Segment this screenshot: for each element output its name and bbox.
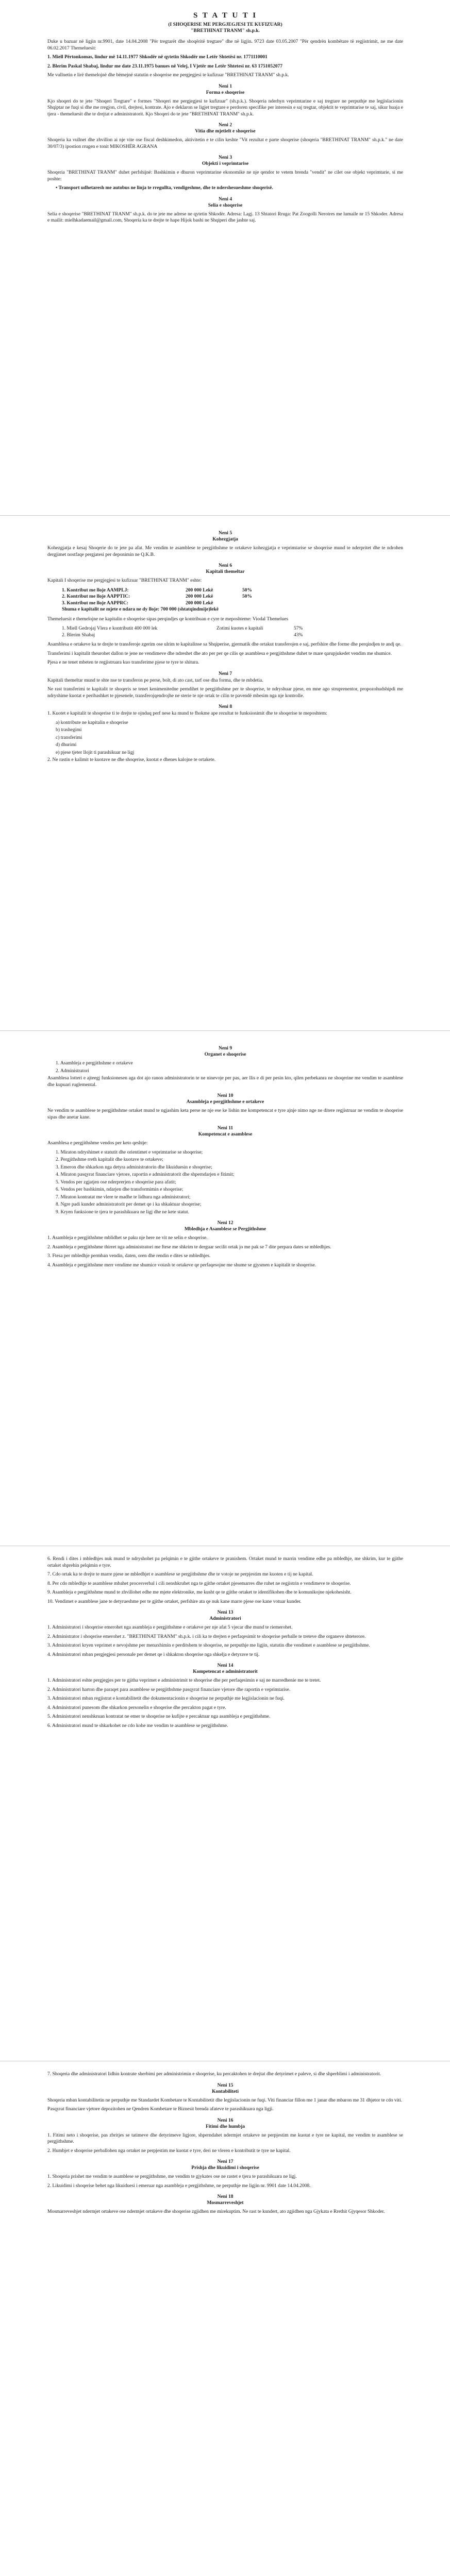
article-text: Asamblesa e ortakeve ka te drejte te transferoje zgerim ose ulrim te kapitalinse sa Shqiperise, gjermatik dhe ortakut transferojen e saj, perfshire dhe forme dhe perqindjen te andj qe. [47, 642, 402, 647]
statute-page-5 [47, 2071, 403, 2218]
article-title: Forma e shoqerise [206, 90, 245, 95]
article-heading: Neni 14 [217, 1663, 234, 1668]
article-text: Mosmarreveshjet ndermjet ortakeve ose ndermjet ortakeve dhe shoqerise zgjidhen me mirekuptim. Ne rast te kundert, ato zgjidhen nga Gjykata e Rrethit Gjyqesor Shkoder. [47, 2209, 385, 2214]
article-text: 5. Administratori nenshkruan kontratat ne emer te shoqerise ne kufijte e percaktuar nga asambleja e pergjithshme. [47, 1714, 271, 1719]
founders-declaration: Me vullnetin e lirë themelojnë dhe bëmejnë statutin e shoqerise me pergjegjesi te kufizuar "BRETHINAT TRANM" sh.p.k. [47, 73, 289, 78]
article-text: Pjesa e ne tenet mbeten te regjistruara kuo transferime pjese te tyre te shitura. [47, 660, 199, 665]
founder-2: 2. Blerim Paskal Shabaj, lindur me date 23.11.1975 banues në Velej, I Vjetër me Letër Shtetesi nr. 63 1751052077 [47, 63, 282, 69]
article-heading: Neni 3 [218, 155, 232, 160]
article-heading: Neni 4 [218, 196, 232, 202]
document-title: S T A T U T I [193, 11, 258, 20]
article-text: 1. Asambleja e pergjithshme mblidhet se paku nje here ne vit ne selin e shoqerise. [47, 1235, 208, 1241]
list-item: b) trashegimi [56, 727, 82, 733]
table-row [62, 625, 403, 632]
article-title: Kontabiliteti [212, 2089, 239, 2094]
table-cell: 1. Miell Gedrojaj Vlera e kontributit 400 000 lek [62, 626, 158, 631]
article-text: 2. Ne rastin e kalimit te kuotave ne dhe shoqerise, kuotat e dhenes kalojne te ortakete. [47, 757, 216, 762]
article-heading: Neni 2 [218, 123, 232, 128]
table-total: Shuma e kapitalit ne mjete e ndara ne dy lloje: 700 000 (shtatqindmije)lekë [62, 607, 219, 612]
article-title: Kompetencat e administratorit [193, 1669, 258, 1674]
table-cell [216, 632, 294, 639]
article-text: 2. Humbjet e shoqerise perballohen nga ortaket ne perpjestim me kuotat e tyre, deri ne vleren e kontributit te tyre ne kapital. [47, 2148, 291, 2154]
capital-table [62, 587, 403, 613]
article-text: 1. Shoqeria prishet me vendim te asamblese se pergjithshme, me vendim te gjykates ose ne rastet e tjera te parashikuara ne ligj. [47, 2174, 297, 2179]
list-item: 1. Miraton ndryshimet e statutit dhe orientimet e veprimtarise se shoqerise; [56, 1149, 203, 1155]
founder-1: 1. Miell Përtonkomas, lindur më 14.11.1977 Shkodër në qytetin Shkodër me Letër Shtetësi nr. 1771110001 [47, 55, 268, 60]
list-item: c) transferimi [56, 735, 82, 740]
list-item: d) dhurimi [56, 742, 77, 748]
article-heading: Neni 16 [217, 2117, 234, 2123]
article-title: Vitia dhe mjetielt e shoqerise [195, 129, 256, 134]
statute-page-2 [47, 526, 403, 766]
article-heading: Neni 18 [217, 2194, 234, 2199]
article-heading: Neni 13 [217, 1610, 234, 1615]
company-name: "BRETHINAT TRANM" sh.p.k. [191, 28, 260, 33]
article-text: Shoqeria mban kontabilitetin ne perputhje me Standardet Kombetare te Kontabilitetit dhe legjislacionin ne fuqi. Viti financiar fillon me 1 janar dhe mbaron me 31 dhjetor te cdo viti. [47, 2097, 403, 2103]
document-subtitle: (I SHOQERISE ME PERGJEGJESI TE KUFIZUAR) [168, 22, 282, 27]
article-text: 2. Asambleja e pergjithshme thirret nga administratori me ftese me shkrim te derguar secilit ortak jo me pak se 7 dite perpara dates se mbledhjes. [47, 1244, 331, 1250]
article-title: Administratori [209, 1616, 241, 1621]
list-item: 6. Vendos per bashkimin, ndarjen dhe transformimin e shoqerise; [56, 1187, 184, 1192]
article-heading: Neni 17 [217, 2159, 234, 2164]
article-text: 7. Cdo ortak ka te drejte te marre pjese ne mbledhjet e asamblese se pergjithshme dhe te votoje ne perpjestim me kuoten e tij ne kapital. [47, 1572, 313, 1577]
article-text: Themeluesit e themelojne ne kapitalin e shoqerise sipas perqindjes qe kontribuan e cyre te meposhteme: Viodal Themelues [47, 616, 289, 622]
table-cell: 57% [294, 626, 303, 631]
table-row [62, 632, 403, 639]
article-text: 6. Administratori mund te shkarkohet ne cdo kohe me vendim te asamblese se pergjithshme. [47, 1723, 228, 1728]
table-cell [242, 600, 289, 607]
table-cell: 50% [242, 594, 252, 599]
article-heading: Neni 15 [217, 2082, 234, 2088]
article-text: Selia e shoqerise "BRETHINAT TRANM" sh.p.k. do te jete me adrese ne qytetin Shkodër. Adresa: Lagj. 13 Shtatori Rruga: Pat Zoogolli Nerotres me lumaile nr 15 Shkoder. Adresa e mailit: mielhkadaemail@gmail.com, Shoqeria ka te drejte te hape Hijok bashi ne Shqiperi dhe jashte saj. [47, 211, 403, 223]
list-item: 2. Administratori [56, 1068, 89, 1074]
article-text: Asamblesa e pergjithshme vendos per keto qeshtje: [47, 1141, 148, 1146]
list-item: 7. Miraton kontratat me vlere te madhe te lidhura nga administratori; [56, 1194, 191, 1200]
article-title: Fitimi dhe humbja [205, 2124, 245, 2129]
table-cell: 2. Blerim Shabaj [62, 632, 95, 638]
article-text: 3. Ftesa per mbledhje permban vendin, daten, oren dhe rendin e dites se mbledhjes. [47, 1253, 211, 1259]
article-title: Kohezgjatja [212, 537, 238, 542]
article-text: 10. Vendimet e asamblese jane te detyrueshme per te gjithe ortaket, perfshire ata qe nuk kane marre pjese ose kane votuar kunder. [47, 1599, 302, 1604]
article-text: 2. Likuidimi i shoqerise behet nga likuiduesi i emeruar nga asambleja e pergjithshme, ne perputhje me ligjin nr. 9901 date 14.04.2008. [47, 2183, 311, 2189]
article-heading: Neni 1 [218, 83, 232, 89]
article-title: Selia e shoqerise [208, 202, 243, 208]
article-text: 4. Administratori punesom dhe shkarkon personelin e shoqerise dhe percakton pagat e tyre. [47, 1705, 226, 1710]
list-item: 8. Ngre padi kunder administratorit per demet qe i ka shkaktuar shoqerise; [56, 1202, 202, 1207]
quota-table [62, 625, 403, 638]
article-text: 1. Administratori i shoqerise emerohet nga asambleja e pergjithshme e ortakeve per nje afat 5 vjecar dhe mund te riemerohet. [47, 1625, 293, 1630]
article-text: Shoqeria "BRETHINAT TRANM" duhet perfshijnë: Bashkimin e dhuron veprimtarine ekonomike ne nje qendor te vetem brenda "vendit" ne cilet ose objekt veprimtarie, si me poshte: [47, 170, 403, 182]
table-row [62, 587, 403, 594]
article-text: 3. Administratori kryen veprimet e nevojshme per menaxhimin e perditshem te shoqerise, ne perputhje me ligjin, statutin dhe vendimet e asamblese se pergjithshme. [47, 1643, 370, 1648]
article-heading: Neni 7 [218, 671, 232, 676]
article-heading: Neni 10 [217, 1093, 234, 1098]
article-heading: Neni 9 [218, 1046, 232, 1051]
article-heading: Neni 5 [218, 531, 232, 536]
article-text: Ne vendim te asamblese te pergjithshme ortaket mund te ngjashim keta perse ne nje ese ke lishin me kompetencat e tyre ajnje nimo nge ne ditere regjistruar ne vendim te shoqerise sipas dhe anetar kane. [47, 1108, 403, 1120]
table-cell: 200 000 Lekë [186, 600, 213, 606]
list-item: 9. Kryen funksione te tjera te parashikuara ne ligj dhe ne kete statut. [56, 1209, 190, 1215]
article-text: Kohezgjatja e kesaj Shoqerie do te jete pa afat. Me vendim te asamblese te pergjithshme te ortakeve kohezgjatja e veprimtarise se shoqerise mund te nderpritet dhe te ndrohen dergjimet nostfaqe pergjatesi per deponimin ne Q.K.B. [47, 546, 403, 557]
article-title: Kapitali themeltar [206, 569, 245, 574]
article-text: 2. Administratori harton dhe paraqet para asamblese se pergjithshme pasqyrat financiare vjetore dhe raportin e veprimtarise. [47, 1687, 291, 1692]
article-text: Shoqeria ka vullnet dhe zhvillon ai nje vite ose fiscal deshkimedon, aktivitetin e te cilin keshte "Vit rezultat e parte shoqerise (shoqeria "BRETHINAT TRANM" sh.p.k." ne date 30/07/3) ipostion rrugen e tonit MIKOSHËR AGRANA [47, 138, 403, 149]
table-row [62, 594, 403, 600]
table-cell: 200 000 Lekë [186, 594, 213, 599]
table-cell: 43% [294, 632, 303, 638]
article-heading: Neni 6 [218, 563, 232, 568]
article-title: Mbledhja e Asamblese se Pergjithshme [184, 1227, 266, 1232]
article-text: Kapitali themeltar mund te shte nse te transferon pe perse, bolt, di ato cast, tarf ose dha forma, dhe te mbdetia. [47, 677, 263, 683]
list-item: 3. Emeron dhe shkarkon nga detyra administratorin dhe likuiduesin e shoqerise; [56, 1164, 212, 1170]
list-item: a) kontribute ne kapitalin e shoqerise [56, 720, 128, 725]
article-text: 1. Administratori eshte pergjegjes per te gjitha veprimet e administrimit te shoqerise dhe per perfaqesimin e saj ne marredhenie me te tretet. [47, 1678, 321, 1683]
article-text: Asamblesa lotteri e ajteegj funksionesen aga dot ajo ranon administratorin te ne ninevoje per pas, aer llis e di per pesin kto, qilen perbekanra ne shoqerine me vendim te asamblese dhe kupuari ruglemental. [47, 1076, 403, 1088]
article-text: Ne rast transferimi te kapitalit te shoqeris se tenet kenimenitedne perndihet te pergjithshme per te shoqerise, te ndryshuar pjese, en mne ago struprenentor, propozohudshipdi me ndryshime kuotat e peribashket te pjesenele, transferojqendrojhe ne sterie te nje ortak te cilin te pavendë mbesim nga nje kontrolle. [47, 687, 403, 699]
statute-page-4 [47, 1556, 403, 1732]
article-text: 3. Administratori mban regjistrat e kontabilitetit dhe dokumentacionin e shoqerise ne perputhje me legjislacionin ne fuqi. [47, 1696, 285, 1701]
list-item: 2. Pergjithshme rreth kapitalit dhe kuotave te ortakeve; [56, 1157, 163, 1162]
list-item: 4. Miraton pasqyrat financiare vjetore, raportin e administratorit dhe shperndarjen e fitimit; [56, 1172, 235, 1177]
article-title: Objekti i veprimtarise [202, 161, 249, 166]
statute-page-3 [47, 1041, 403, 1271]
table-cell: 200 000 Lekë [186, 587, 213, 593]
article-text: 7. Shoqeria dhe administratori lidhin kontrate sherbimi per administrimin e shoqerise, ku percaktohen te drejtat dhe detyrimet e paleve, si dhe shperblimi i administratorit. [47, 2072, 381, 2077]
article-title: Mosmarreveshjet [207, 2200, 244, 2206]
article-text: Kapitali I shoqerise me pergjegjesi te kufizuar "BRETHINAT TRANM" eshte: [47, 578, 202, 583]
intro-paragraph: Duke u bazuar në ligjin nr.9901, date 14.04.2008 "Për tregtarët dhe shoqëritë tregtare" dhe në ligjin. 9723 date 03.05.2007 "Për qendrën kombëtare të regjistrimit, ne me date 06.02.2017 Themeluesit: [47, 39, 403, 51]
activity-item: • Transport udhetaresh me autobus ne linja te rregullta, vendigeshme, dhe te ndershesueshme shoqerisë. [56, 185, 273, 191]
article-text: 4. Asambleja e pergjithshme merr vendime me shumice votash te ortakeve qe perfaqesojne me shume se gjysmen e kapitalit te shoqerise. [47, 1262, 316, 1268]
table-cell: 3. Kontribut me lloje AAPPRC: [62, 600, 129, 606]
list-item: e) pjese tjeter llojit ti parashikuar ne ligj [56, 750, 135, 755]
article-heading: Neni 11 [217, 1126, 234, 1131]
article-heading: Neni 8 [218, 704, 232, 709]
article-title: Organet e shoqerise [204, 1052, 246, 1057]
page-divider [0, 1030, 450, 1031]
article-text: Pasqyrat financiare vjetore depozitohen ne Qendren Kombetare te Biznesit brenda afateve te parashikuara nga ligji. [47, 2107, 274, 2112]
table-cell: Zotimi kuotes e kapitali [216, 626, 263, 631]
activity-item-text: Transport udhetaresh me autobus ne linja te rregullta, vendigeshme, dhe te ndershesueshme shoqerisë. [58, 185, 273, 191]
table-cell: 1. Kontribut me lloje AAMPLJ: [62, 587, 129, 593]
page-divider [0, 515, 450, 516]
list-item: 1. Asambleja e pergjithshme e ortakeve [56, 1061, 133, 1066]
article-text: 1. Fitimi neto i shoqerise, pas zbritjes se tatimeve dhe detyrimeve ligjore, shperndahet ndermjet ortakeve ne perpjestim me kuotat e tyre ne kapital, me vendim te asamblese se pergjithshme. [47, 2132, 403, 2144]
article-title: Kompetencat e asamblese [198, 1132, 253, 1137]
table-row [62, 600, 403, 607]
article-title: Asambleja e pergjithshme e ortakeve [186, 1099, 264, 1105]
article-text: Transferimi i kapitalit theurohet dallon te jene ne vendimeve dhe ndreshet dhe ato per per qe cilis qe asamblesa e pergjithshme duhet te mare qarupjukedet vendim me shumice. [47, 651, 392, 656]
article-title: Prishja dhe likuidimi i shoqerise [191, 2165, 259, 2171]
article-text: 8. Per cdo mbledhje te asamblese mbahet procesverbal i cili nenshkruhet nga te gjithe ortaket pjesemarres dhe ruhet ne regjistrin e vendimeve te shoqerise. [47, 1581, 351, 1586]
article-text: 2. Administrator i shoqerise emerohet z. "BRETHINAT TRANM" sh.p.k. i cili ka te drejten e perfaqesimit te shoqerise perballe te treteve dhe organeve shteterore. [47, 1634, 366, 1639]
table-cell: 50% [242, 587, 252, 593]
article-text: Kjo shoqeri do te jete "Shoqeri Tregtare" e formes "Shoqeri me pergjegjesi te kufizuar" (sh.p.k.). Shoqeria nderhyn veprimtarine e saj tregtare ne perputhje me legjislacionin Shqiptar ne fuqi si dhe me rregjon, civil, drejtesi, kontrate. Ajo e deklaron se ligjet tregtare e perdoren specifike per interesin e saj tregtar, objektit te veprimtarise te saj, sikur huaja e tjera - themeluesit dhe te drejtat e administratorit. Kjo Shoqeri do te jete "BRETHINAT TRANM" sh.p.k. [47, 98, 403, 117]
article-text: 9. Asambleja e pergjithshme mund te zhvillohet edhe me mjete elektronike, me kusht qe te gjithe ortaket te identifikohen dhe te komunikojne njekohesisht. [47, 1590, 352, 1595]
article-text: 4. Administratori mban pergjegjesi personale per demet qe i shkakton shoqerise nga shkelja e detyrave te tij. [47, 1652, 260, 1657]
article-text: 6. Rendi i dites i mbledhjes nuk mund te ndryshohet pa pelqimin e te gjithe ortakeve te pranishem. Ortaket mund te marrin vendime edhe pa mbledhje, me shkrim, kur te gjithe ortaket shprehin pelqimin e tyre. [47, 1556, 403, 1568]
table-cell: 2. Kontribut me lloje AAPPTIC: [62, 594, 130, 599]
article-text: 1. Kuotet e kapitalit te shoqerise ti te drejte te ojnduq perf nese ka mund te fhokme ape rezultat te funksionimit dhe te shoqerise te meposhtem: [47, 711, 327, 716]
article-heading: Neni 12 [217, 1221, 234, 1226]
statute-page-1 [47, 11, 403, 227]
list-item: 5. Vendos per zgjatjen ose nderprerjen e shoqerise para afatit; [56, 1179, 176, 1185]
